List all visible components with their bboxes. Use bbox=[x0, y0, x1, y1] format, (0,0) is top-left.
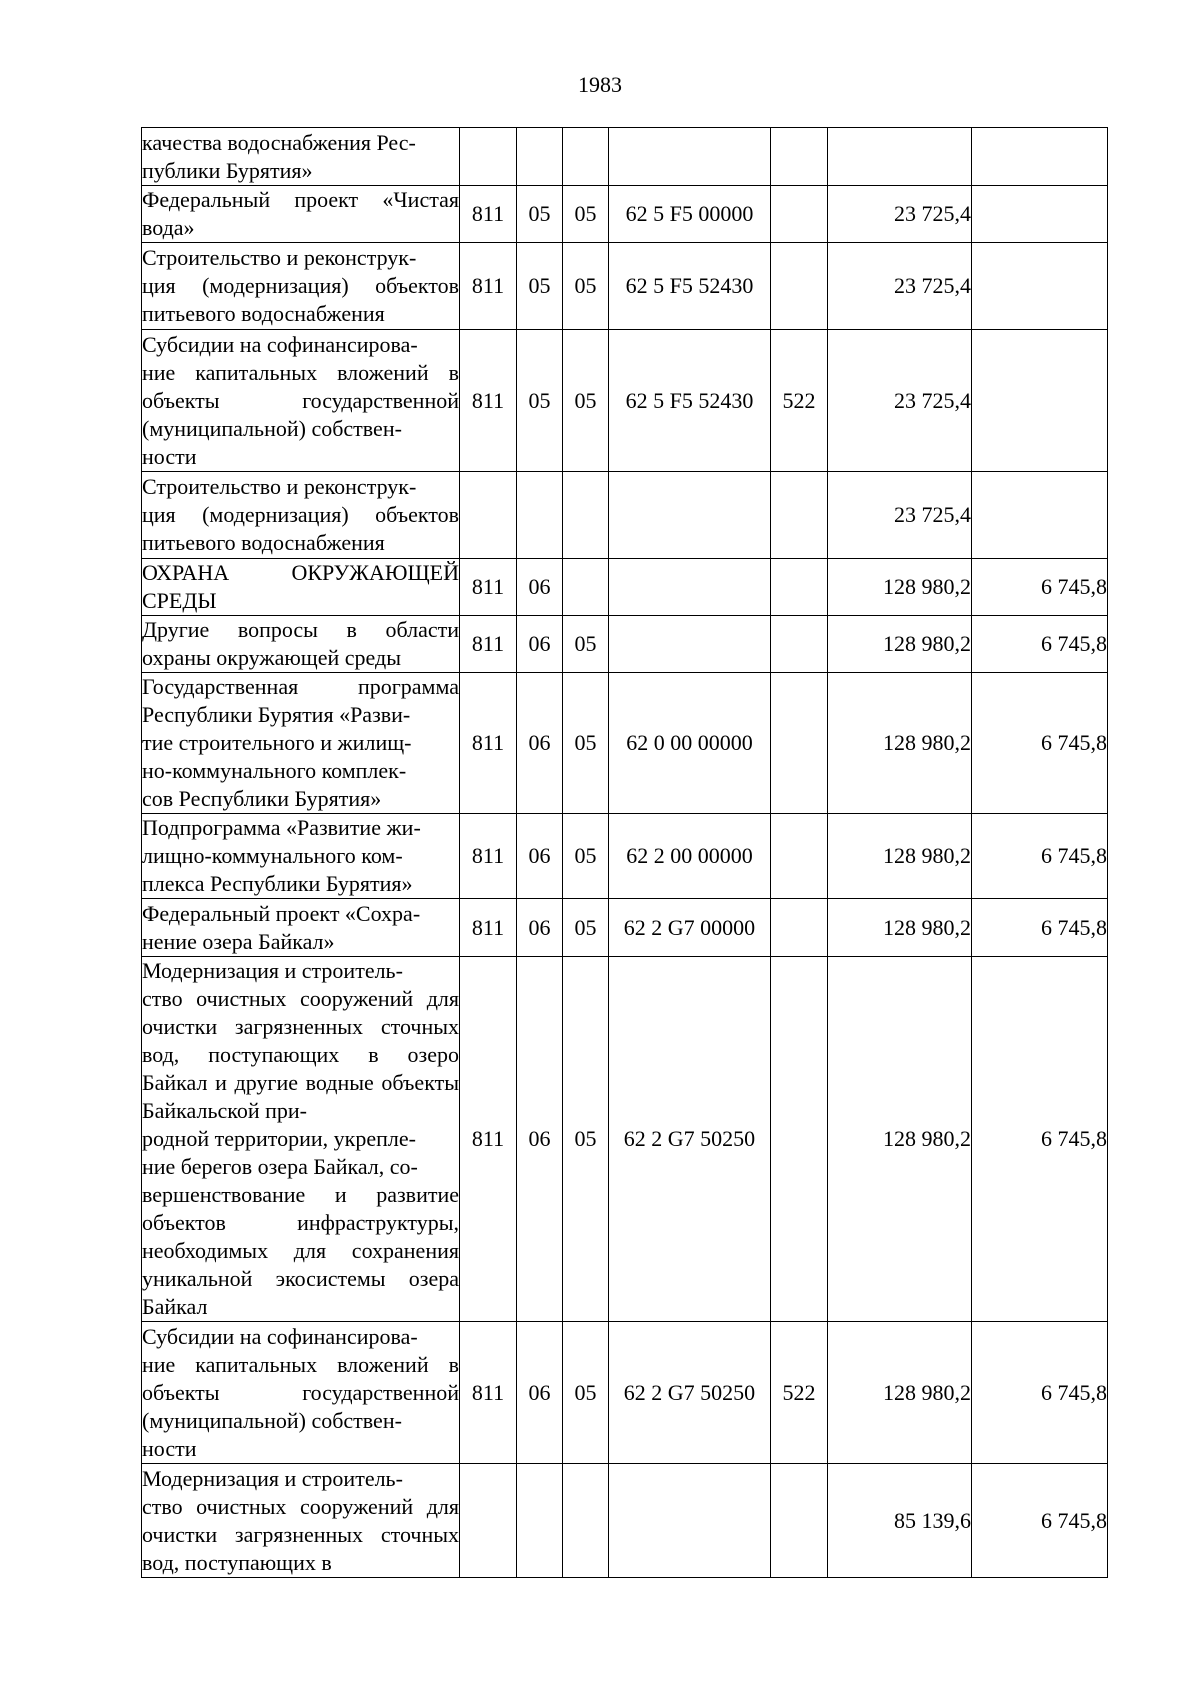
amount-secondary-cell: 6 745,8 bbox=[972, 673, 1108, 814]
target-article-cell bbox=[609, 559, 771, 616]
item-name-cell: Строительство и реконструк- ция (модернизация) объектов питьевого водоснабжения bbox=[142, 472, 460, 559]
amount-secondary-cell bbox=[972, 330, 1108, 472]
amount-cell: 128 980,2 bbox=[828, 559, 972, 616]
amount-cell: 23 725,4 bbox=[828, 243, 972, 330]
target-article-cell bbox=[609, 472, 771, 559]
table-row bbox=[142, 673, 1108, 814]
expense-type-cell bbox=[771, 673, 828, 814]
table-row bbox=[142, 243, 1108, 330]
amount-cell: 85 139,6 bbox=[828, 1464, 972, 1578]
amount-cell bbox=[828, 128, 972, 186]
subsection-code-cell bbox=[563, 1464, 609, 1578]
table-row bbox=[142, 814, 1108, 899]
section-code-cell: 06 bbox=[517, 1322, 563, 1464]
table-row bbox=[142, 559, 1108, 616]
table-row bbox=[142, 186, 1108, 243]
item-name-cell: Государственная программа Республики Бурятия «Разви- тие строительного и жилищ- но-коммунального комплек- сов Республики Бурятия» bbox=[142, 673, 460, 814]
subsection-code-cell bbox=[563, 472, 609, 559]
subsection-code-cell bbox=[563, 559, 609, 616]
ministry-code-cell: 811 bbox=[460, 1322, 517, 1464]
budget-table bbox=[141, 127, 1108, 1578]
amount-cell: 23 725,4 bbox=[828, 330, 972, 472]
expense-type-cell bbox=[771, 128, 828, 186]
target-article-cell bbox=[609, 616, 771, 673]
amount-cell: 128 980,2 bbox=[828, 1322, 972, 1464]
subsection-code-cell: 05 bbox=[563, 899, 609, 957]
table-row bbox=[142, 616, 1108, 673]
subsection-code-cell: 05 bbox=[563, 673, 609, 814]
target-article-cell: 62 5 F5 52430 bbox=[609, 243, 771, 330]
item-name-cell: Модернизация и строитель- ство очистных сооружений для очистки загрязненных сточных вод, поступающих в озеро Байкал и другие водные объекты Байкальской при- родной территории, укрепле- ние берегов озера Байкал, со- вершенствование и развитие объектов инфраструктуры, необходимых для сохранения уникальной экосистемы озера Байкал bbox=[142, 957, 460, 1322]
expense-type-cell: 522 bbox=[771, 330, 828, 472]
item-name-cell: Подпрограмма «Развитие жи- лищно-коммунального ком- плекса Республики Бурятия» bbox=[142, 814, 460, 899]
subsection-code-cell: 05 bbox=[563, 814, 609, 899]
subsection-code-cell: 05 bbox=[563, 1322, 609, 1464]
expense-type-cell bbox=[771, 472, 828, 559]
ministry-code-cell: 811 bbox=[460, 243, 517, 330]
ministry-code-cell bbox=[460, 128, 517, 186]
target-article-cell: 62 2 00 00000 bbox=[609, 814, 771, 899]
table-row bbox=[142, 957, 1108, 1322]
item-name-cell: Субсидии на софинансирова- ние капитальных вложений в объекты государственной (муниципальной) собствен- ности bbox=[142, 1322, 460, 1464]
subsection-code-cell: 05 bbox=[563, 616, 609, 673]
amount-secondary-cell bbox=[972, 472, 1108, 559]
target-article-cell: 62 5 F5 00000 bbox=[609, 186, 771, 243]
ministry-code-cell: 811 bbox=[460, 814, 517, 899]
subsection-code-cell: 05 bbox=[563, 330, 609, 472]
amount-secondary-cell bbox=[972, 243, 1108, 330]
target-article-cell: 62 2 G7 50250 bbox=[609, 1322, 771, 1464]
item-name-cell: Федеральный проект «Чистая вода» bbox=[142, 186, 460, 243]
amount-secondary-cell: 6 745,8 bbox=[972, 1322, 1108, 1464]
ministry-code-cell: 811 bbox=[460, 559, 517, 616]
amount-cell: 23 725,4 bbox=[828, 472, 972, 559]
target-article-cell: 62 2 G7 00000 bbox=[609, 899, 771, 957]
amount-secondary-cell: 6 745,8 bbox=[972, 616, 1108, 673]
amount-secondary-cell bbox=[972, 186, 1108, 243]
ministry-code-cell bbox=[460, 1464, 517, 1578]
section-code-cell: 06 bbox=[517, 814, 563, 899]
expense-type-cell bbox=[771, 559, 828, 616]
target-article-cell: 62 2 G7 50250 bbox=[609, 957, 771, 1322]
ministry-code-cell: 811 bbox=[460, 330, 517, 472]
table-row bbox=[142, 1464, 1108, 1578]
amount-secondary-cell bbox=[972, 128, 1108, 186]
target-article-cell bbox=[609, 1464, 771, 1578]
amount-cell: 128 980,2 bbox=[828, 899, 972, 957]
page-number: 1983 bbox=[578, 72, 622, 97]
amount-secondary-cell: 6 745,8 bbox=[972, 814, 1108, 899]
amount-cell: 128 980,2 bbox=[828, 616, 972, 673]
section-code-cell: 05 bbox=[517, 243, 563, 330]
ministry-code-cell: 811 bbox=[460, 186, 517, 243]
ministry-code-cell: 811 bbox=[460, 899, 517, 957]
amount-cell: 128 980,2 bbox=[828, 814, 972, 899]
section-code-cell: 06 bbox=[517, 899, 563, 957]
amount-secondary-cell: 6 745,8 bbox=[972, 957, 1108, 1322]
expense-type-cell bbox=[771, 186, 828, 243]
section-code-cell: 05 bbox=[517, 186, 563, 243]
item-name-cell: Модернизация и строитель- ство очистных сооружений для очистки загрязненных сточных вод, поступающих в bbox=[142, 1464, 460, 1578]
item-name-cell: Другие вопросы в области охраны окружающей среды bbox=[142, 616, 460, 673]
expense-type-cell: 522 bbox=[771, 1322, 828, 1464]
subsection-code-cell: 05 bbox=[563, 186, 609, 243]
target-article-cell: 62 5 F5 52430 bbox=[609, 330, 771, 472]
section-code-cell: 06 bbox=[517, 673, 563, 814]
amount-secondary-cell: 6 745,8 bbox=[972, 559, 1108, 616]
section-code-cell bbox=[517, 128, 563, 186]
section-code-cell: 06 bbox=[517, 616, 563, 673]
section-code-cell: 05 bbox=[517, 330, 563, 472]
amount-cell: 23 725,4 bbox=[828, 186, 972, 243]
ministry-code-cell bbox=[460, 472, 517, 559]
section-code-cell: 06 bbox=[517, 957, 563, 1322]
subsection-code-cell: 05 bbox=[563, 957, 609, 1322]
section-code-cell bbox=[517, 1464, 563, 1578]
expense-type-cell bbox=[771, 957, 828, 1322]
expense-type-cell bbox=[771, 1464, 828, 1578]
amount-secondary-cell: 6 745,8 bbox=[972, 899, 1108, 957]
amount-cell: 128 980,2 bbox=[828, 673, 972, 814]
expense-type-cell bbox=[771, 616, 828, 673]
item-name-cell: Строительство и реконструк- ция (модернизация) объектов питьевого водоснабжения bbox=[142, 243, 460, 330]
item-name-cell: ОХРАНА ОКРУЖАЮЩЕЙ СРЕДЫ bbox=[142, 559, 460, 616]
subsection-code-cell bbox=[563, 128, 609, 186]
expense-type-cell bbox=[771, 899, 828, 957]
table-row bbox=[142, 330, 1108, 472]
ministry-code-cell: 811 bbox=[460, 957, 517, 1322]
item-name-cell: Субсидии на софинансирова- ние капитальных вложений в объекты государственной (муниципальной) собствен- ности bbox=[142, 330, 460, 472]
expense-type-cell bbox=[771, 814, 828, 899]
section-code-cell bbox=[517, 472, 563, 559]
ministry-code-cell: 811 bbox=[460, 673, 517, 814]
table-row bbox=[142, 472, 1108, 559]
subsection-code-cell: 05 bbox=[563, 243, 609, 330]
amount-cell: 128 980,2 bbox=[828, 957, 972, 1322]
section-code-cell: 06 bbox=[517, 559, 563, 616]
table-row bbox=[142, 1322, 1108, 1464]
expense-type-cell bbox=[771, 243, 828, 330]
item-name-cell: Федеральный проект «Сохра- нение озера Байкал» bbox=[142, 899, 460, 957]
amount-secondary-cell: 6 745,8 bbox=[972, 1464, 1108, 1578]
target-article-cell: 62 0 00 00000 bbox=[609, 673, 771, 814]
target-article-cell bbox=[609, 128, 771, 186]
item-name-cell: качества водоснабжения Рес- публики Бурятия» bbox=[142, 128, 460, 186]
table-row bbox=[142, 899, 1108, 957]
ministry-code-cell: 811 bbox=[460, 616, 517, 673]
table-row bbox=[142, 128, 1108, 186]
